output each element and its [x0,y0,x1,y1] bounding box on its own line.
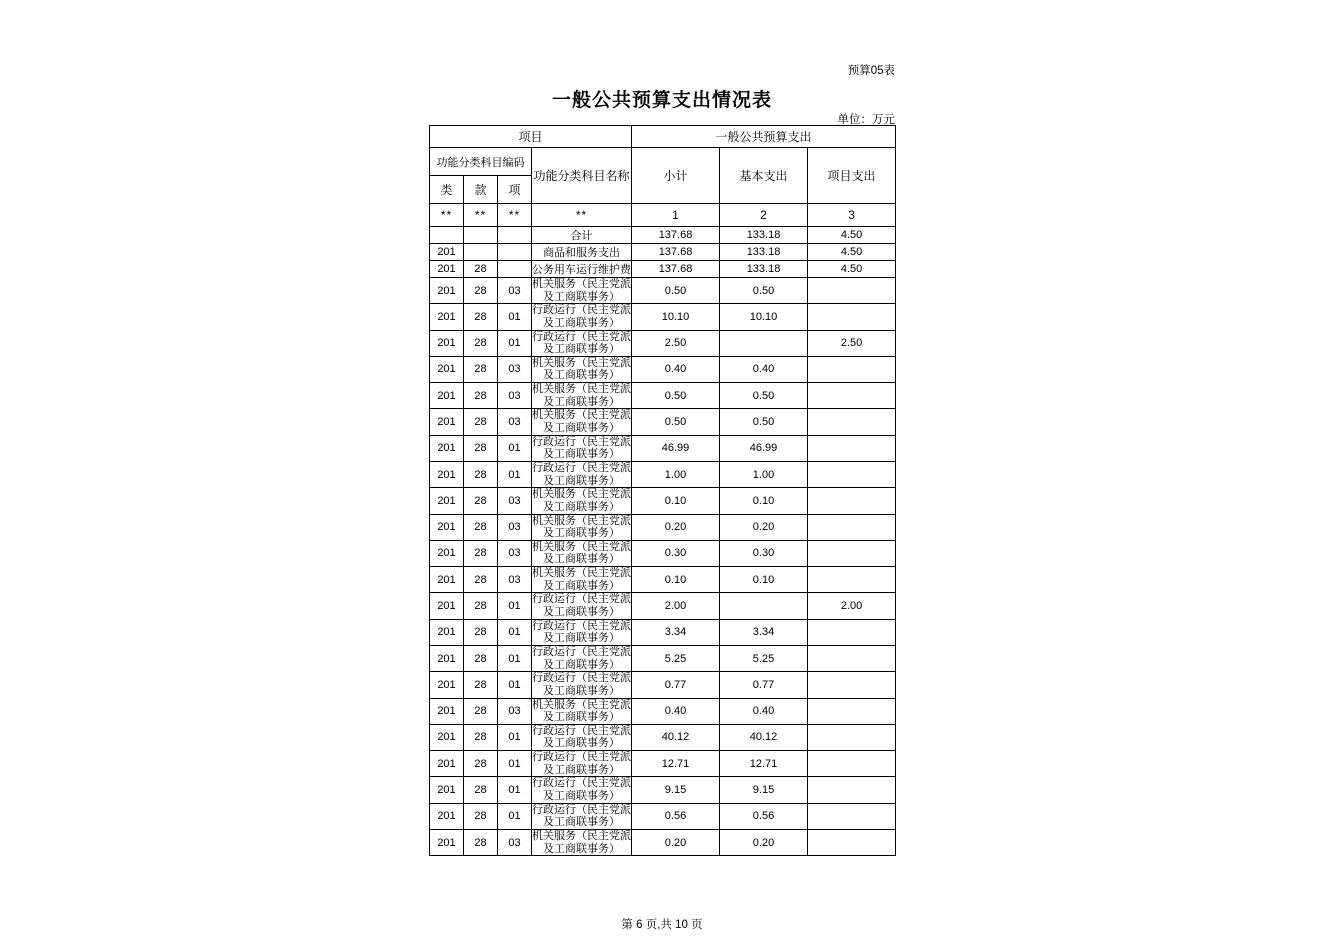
cell-subject-name: 机关服务（民主党派 及工商联事务） [532,383,631,408]
cell-project: 4.50 [808,227,896,244]
table-row [430,751,896,777]
cell-basic: 12.71 [720,751,808,777]
cell-subject-name: 行政运行（民主党派 及工商联事务） [532,724,631,750]
cell-subtotal: 0.10 [632,488,720,514]
cell-code-class: 201 [430,261,464,278]
cell-subtotal: 10.10 [632,304,720,330]
header-expenditure-group: 一般公共预算支出 [632,126,896,148]
table-row [430,672,896,698]
cell-code-class: 201 [430,698,464,724]
cell-project [808,619,896,645]
cell-code-class: 201 [430,435,464,461]
cell-subtotal: 0.20 [632,514,720,540]
cell-subject-name: 机关服务（民主党派 及工商联事务） [532,278,631,303]
cell-subtotal: 0.50 [632,409,720,435]
cell-code-section: 28 [464,278,498,304]
cell-subtotal: 137.68 [632,227,720,244]
table-row [430,409,896,435]
cell-code-class: 201 [430,803,464,829]
cell-code-class: 201 [430,514,464,540]
cell-project: 2.00 [808,593,896,619]
cell-code-class: 201 [430,724,464,750]
cell-subject-name: 机关服务（民主党派 及工商联事务） [532,829,631,855]
cell-code-class: 201 [430,383,464,409]
header-col-project: 项目支出 [808,148,896,204]
cell-basic: 0.77 [720,672,808,698]
cell-basic: 0.50 [720,278,808,304]
cell-basic: 0.50 [720,409,808,435]
page-footer: 第 6 页,共 10 页 [621,919,703,931]
table-row [430,461,896,487]
cell-code-section: 28 [464,356,498,382]
cell-basic: 133.18 [720,261,808,278]
cell-code-class: 201 [430,244,464,261]
header-star-class: ** [430,204,464,227]
cell-subtotal: 3.34 [632,619,720,645]
cell-project [808,698,896,724]
cell-basic [720,330,808,356]
cell-code-class: 201 [430,751,464,777]
cell-code-section [464,227,498,244]
cell-code-section: 28 [464,330,498,356]
cell-subtotal: 0.10 [632,567,720,593]
cell-subject-name: 行政运行（民主党派 及工商联事务） [532,593,631,619]
cell-code-item: 03 [498,567,532,593]
cell-subtotal: 12.71 [632,751,720,777]
cell-code-item: 01 [498,645,532,671]
table-row [430,593,896,619]
header-number-row [430,204,896,227]
cell-basic: 0.30 [720,540,808,566]
cell-basic: 1.00 [720,461,808,487]
cell-code-section: 28 [464,383,498,409]
header-code-class: 类 [430,176,464,204]
cell-code-class: 201 [430,829,464,855]
table-row [430,304,896,330]
cell-code-section: 28 [464,304,498,330]
cell-code-class: 201 [430,619,464,645]
cell-code-class: 201 [430,409,464,435]
cell-code-class: 201 [430,593,464,619]
table-row [430,435,896,461]
cell-project [808,567,896,593]
budget-table [429,125,896,856]
cell-basic: 40.12 [720,724,808,750]
cell-basic: 3.34 [720,619,808,645]
table-row [430,383,896,409]
cell-project [808,645,896,671]
cell-subject-name: 商品和服务支出 [532,244,632,261]
table-row [430,356,896,382]
cell-code-class: 201 [430,330,464,356]
header-code-item: 项 [498,176,532,204]
table-row [430,567,896,593]
cell-project [808,777,896,803]
table-row [430,698,896,724]
header-star-name: ** [532,204,632,227]
cell-project [808,540,896,566]
cell-subject-name: 机关服务（民主党派 及工商联事务） [532,488,631,513]
cell-code-class: 201 [430,461,464,487]
cell-code-item: 03 [498,829,532,855]
cell-code-item: 01 [498,672,532,698]
cell-project [808,304,896,330]
cell-code-item: 03 [498,514,532,540]
header-code-row [430,148,896,176]
cell-code-item: 03 [498,383,532,409]
cell-subject-name: 合计 [532,227,632,244]
cell-code-item: 01 [498,724,532,750]
table-row [430,261,896,278]
table-row [430,803,896,829]
cell-subtotal: 1.00 [632,461,720,487]
cell-code-item [498,227,532,244]
table-row [430,514,896,540]
header-col-basic: 基本支出 [720,148,808,204]
cell-project: 2.50 [808,330,896,356]
cell-subject-name: 行政运行（民主党派 及工商联事务） [532,672,631,697]
cell-code-section: 28 [464,751,498,777]
cell-subject-name: 行政运行（民主党派 及工商联事务） [532,435,631,461]
cell-project [808,514,896,540]
cell-code-section: 28 [464,777,498,803]
cell-code-item [498,244,532,261]
cell-project [808,435,896,461]
cell-subtotal: 137.68 [632,261,720,278]
table-row [430,619,896,645]
cell-code-item: 01 [498,461,532,487]
header-star-item: ** [498,204,532,227]
cell-code-section: 28 [464,803,498,829]
table-row [430,227,896,244]
cell-subject-name: 行政运行（民主党派 及工商联事务） [532,751,631,776]
cell-code-class: 201 [430,672,464,698]
cell-subject-name: 行政运行（民主党派 及工商联事务） [532,619,631,645]
cell-basic: 0.50 [720,383,808,409]
cell-subtotal: 5.25 [632,645,720,671]
cell-subject-name: 机关服务（民主党派 及工商联事务） [532,698,631,724]
table-row [430,278,896,304]
cell-code-item [498,261,532,278]
cell-subtotal: 9.15 [632,777,720,803]
cell-basic [720,593,808,619]
table-row [430,724,896,750]
cell-project [808,383,896,409]
cell-code-item: 03 [498,698,532,724]
cell-basic: 0.40 [720,356,808,382]
cell-project [808,278,896,304]
cell-project [808,803,896,829]
cell-code-class: 201 [430,278,464,304]
cell-basic: 0.20 [720,829,808,855]
cell-subject-name: 行政运行（民主党派 及工商联事务） [532,777,631,802]
cell-subject-name: 机关服务（民主党派 及工商联事务） [532,409,631,435]
table-row [430,829,896,855]
cell-code-item: 03 [498,356,532,382]
cell-subtotal: 2.00 [632,593,720,619]
cell-project: 4.50 [808,244,896,261]
cell-code-class: 201 [430,304,464,330]
cell-subtotal: 0.30 [632,540,720,566]
cell-basic: 0.40 [720,698,808,724]
cell-code-section: 28 [464,514,498,540]
cell-basic: 0.56 [720,803,808,829]
header-name-col: 功能分类科目名称 [532,148,632,204]
cell-basic: 133.18 [720,244,808,261]
header-star-section: ** [464,204,498,227]
cell-code-section: 28 [464,645,498,671]
cell-subtotal: 2.50 [632,330,720,356]
cell-basic: 10.10 [720,304,808,330]
cell-project [808,409,896,435]
cell-code-section: 28 [464,261,498,278]
cell-code-item: 01 [498,777,532,803]
cell-code-section: 28 [464,724,498,750]
cell-code-item: 03 [498,488,532,514]
header-code-group: 功能分类科目编码 [430,148,532,176]
cell-subject-name: 机关服务（民主党派 及工商联事务） [532,567,631,592]
cell-subtotal: 0.40 [632,698,720,724]
cell-code-class: 201 [430,488,464,514]
cell-code-item: 01 [498,330,532,356]
table-row [430,777,896,803]
cell-code-class: 201 [430,356,464,382]
cell-basic: 46.99 [720,435,808,461]
cell-subject-name: 行政运行（民主党派 及工商联事务） [532,645,631,671]
cell-code-class [430,227,464,244]
cell-code-section: 28 [464,461,498,487]
cell-code-section: 28 [464,567,498,593]
cell-basic: 0.10 [720,567,808,593]
cell-code-section: 28 [464,619,498,645]
header-project-group: 项目 [430,126,632,148]
header-num-2: 2 [720,204,808,227]
cell-project [808,751,896,777]
cell-code-section: 28 [464,593,498,619]
page-title: 一般公共预算支出情况表 [551,90,772,111]
cell-subtotal: 0.56 [632,803,720,829]
table-row [430,244,896,261]
cell-subject-name: 机关服务（民主党派 及工商联事务） [532,540,631,566]
cell-basic: 9.15 [720,777,808,803]
cell-subtotal: 0.40 [632,356,720,382]
cell-project [808,829,896,855]
cell-basic: 0.10 [720,488,808,514]
cell-project [808,672,896,698]
cell-code-item: 03 [498,278,532,304]
table-header [430,126,896,227]
cell-subject-name: 行政运行（民主党派 及工商联事务） [532,461,631,487]
cell-code-item: 01 [498,435,532,461]
cell-project [808,356,896,382]
table-row [430,488,896,514]
cell-project [808,488,896,514]
cell-code-section [464,244,498,261]
cell-subject-name: 行政运行（民主党派 及工商联事务） [532,803,631,829]
cell-code-item: 01 [498,751,532,777]
form-number: 预算05表 [847,65,895,77]
header-code-section: 款 [464,176,498,204]
cell-code-section: 28 [464,435,498,461]
cell-subject-name: 行政运行（民主党派 及工商联事务） [532,304,631,329]
cell-subject-name: 公务用车运行维护费 [532,261,632,278]
header-group-row [430,126,896,148]
cell-code-item: 01 [498,619,532,645]
cell-subtotal: 0.50 [632,383,720,409]
cell-basic: 133.18 [720,227,808,244]
cell-code-section: 28 [464,829,498,855]
cell-subject-name: 机关服务（民主党派 及工商联事务） [532,514,631,540]
cell-basic: 0.20 [720,514,808,540]
cell-subject-name: 机关服务（民主党派 及工商联事务） [532,356,631,382]
cell-code-item: 03 [498,540,532,566]
cell-code-item: 01 [498,593,532,619]
cell-subject-name: 行政运行（民主党派 及工商联事务） [532,330,631,356]
cell-code-class: 201 [430,777,464,803]
table-row [430,645,896,671]
cell-code-class: 201 [430,540,464,566]
cell-subtotal: 0.20 [632,829,720,855]
cell-subtotal: 0.77 [632,672,720,698]
unit-note: 单位：万元 [837,114,895,126]
cell-code-section: 28 [464,672,498,698]
cell-code-section: 28 [464,409,498,435]
cell-code-item: 01 [498,304,532,330]
cell-code-section: 28 [464,488,498,514]
header-col-subtotal: 小计 [632,148,720,204]
cell-code-item: 03 [498,409,532,435]
cell-code-class: 201 [430,645,464,671]
cell-project [808,724,896,750]
cell-subtotal: 46.99 [632,435,720,461]
cell-project [808,461,896,487]
cell-subtotal: 137.68 [632,244,720,261]
header-num-3: 3 [808,204,896,227]
cell-code-item: 01 [498,803,532,829]
table-row [430,330,896,356]
cell-code-section: 28 [464,540,498,566]
cell-code-section: 28 [464,698,498,724]
cell-code-class: 201 [430,567,464,593]
header-num-1: 1 [632,204,720,227]
table-body [430,227,896,856]
table-row [430,540,896,566]
cell-basic: 5.25 [720,645,808,671]
cell-subtotal: 40.12 [632,724,720,750]
cell-project: 4.50 [808,261,896,278]
cell-subtotal: 0.50 [632,278,720,304]
